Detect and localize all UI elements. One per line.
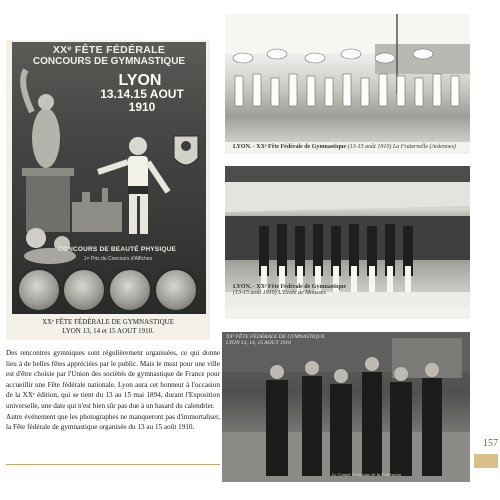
photo-gymnasts (225, 14, 470, 154)
photo-committee-caption-lead: XXᵉ FÊTE FÉDÉRALE DE GYMNASTIQUE (226, 334, 325, 340)
poster-date-range: 13.14.15 AOUT (100, 87, 184, 101)
body-paragraph-1: Des rencontres gymniques sont régulièrement organisées, ce qui donne lieu à de belles fêtes appréciées par le public. Mais le must pour une ville est d'être choisie par l'Union des sociétés de gymnastique de France pour accueillir une Fête fédérale nationale. Lyon aura cet honneur à l'occasion de la XXᵉ édition, qui se tient du 13 au 15 mai 1894, durant l'Exposition universelle, une date qui n'est bien sûr pas due à un hasard du calendrier. (6, 349, 220, 410)
photo-sailors-caption-detail: L'Ecole de Mousses (278, 290, 326, 296)
page-number: 157 (483, 438, 498, 449)
photo-sailors-caption-date: (13-15 août 1910) (233, 290, 277, 296)
medallion-2 (62, 268, 106, 312)
medallion-4 (154, 268, 198, 312)
medallion-3 (108, 268, 152, 312)
poster-card (6, 40, 210, 340)
photo-sailors-caption (233, 284, 462, 296)
photo-committee (222, 332, 470, 482)
photo-sailors-caption-lead: LYON. - XXᵉ Fête Fédérale de Gymnastique (233, 284, 347, 290)
photo-committee-caption-date: LYON 13, 14, 15 AOUT 1910 (226, 340, 291, 346)
photo-committee-figures (222, 332, 470, 482)
poster-illustration (12, 42, 206, 314)
photo-gymnasts-caption-date: (13-15 août 1910) (347, 144, 392, 150)
page-tab (474, 454, 498, 468)
photo-gymnasts-caption-detail: La Fraternelle (Ardennes) (392, 144, 456, 150)
body-text (6, 348, 220, 433)
photo-sailors (225, 166, 470, 319)
poster-headline-1: XXᵉ FÊTE FÉDÉRALE (52, 44, 166, 56)
photo-gymnasts-image (225, 14, 470, 142)
medallion-1 (17, 268, 61, 312)
poster-year: 1910 (128, 100, 156, 114)
photo-gymnasts-figures (225, 14, 470, 142)
photo-gymnasts-caption-lead: LYON. - XXᵉ Fête Fédérale de Gymnastique (233, 144, 347, 150)
photo-gymnasts-caption (233, 144, 462, 150)
footer-rule (6, 464, 220, 465)
poster-caption-line-1: XXᵉ FÊTE FÉDÉRALE DE GYMNASTIQUE (41, 318, 175, 326)
body-paragraph-2: Autre événement que les photographes ne manqueront pas d'immortaliser, la Fête fédérale de gymnastique organisée du 13 au 15 août 1910. (6, 412, 220, 432)
photo-committee-caption-detail: Le Comité Technique de la Fédération (332, 472, 402, 477)
poster-headline-2: CONCOURS DE GYMNASTIQUE (32, 56, 186, 67)
poster-prize: 1ᵉʳ Prix du Concours d'Affiches (83, 256, 153, 262)
poster-caption (6, 318, 210, 336)
photo-committee-footer (332, 472, 462, 477)
poster-caption-line-2: LYON 13, 14 et 15 AOUT 1910. (62, 327, 154, 335)
poster-dates (82, 88, 202, 114)
photo-committee-header (226, 334, 462, 346)
poster-banner: CONCOURS DE BEAUTÉ PHYSIQUE (57, 246, 177, 253)
photo-committee-image (222, 332, 470, 482)
poster-city: LYON (118, 72, 162, 89)
